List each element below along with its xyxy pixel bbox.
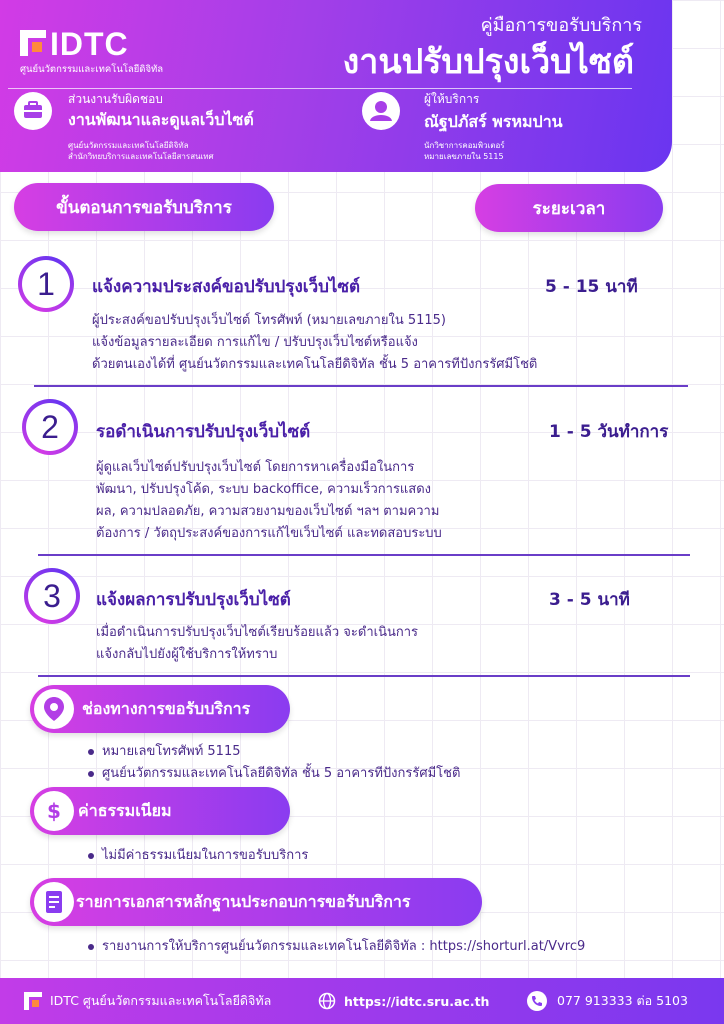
fees-list [86,845,308,867]
idtc-logo-icon [24,992,42,1010]
step-divider [38,675,690,677]
provider-label: ผู้ให้บริการ [424,92,480,106]
provider-details: นักวิชาการคอมพิวเตอร์ หมายเลขภายใน 5115 [424,141,505,161]
step-3-description: เมื่อดำเนินการปรับปรุงเว็บไซต์เรียบร้อยแล้ว จะดำเนินการ แจ้งกลับไปยังผู้ใช้บริการให้ทราบ [96,625,418,662]
fees-title: ค่าธรรมเนียม [78,800,172,820]
fees-heading-pill [30,787,290,835]
step-1-description: ผู้ประสงค์ขอปรับปรุงเว็บไซต์ โทรศัพท์ (หมายเลขภายใน 5115) แจ้งข้อมูลรายละเอียด การแก้ไข / ปรับปรุงเว็บไซต์หรือแจ้ง ด้วยตนเองได้ที่ ศูนย์นวัตกรรมและเทคโนโลยีดิจิทัล ชั้น 5 อาคารทีปังกรรัศมีโชติ [92,313,538,372]
documents-title: รายการเอกสารหลักฐานประกอบการขอรับบริการ [76,891,411,911]
document-icon [34,882,74,922]
footer-org: IDTC ศูนย์นวัตกรรมและเทคโนโลยีดิจิทัล [24,978,271,1024]
footer-website[interactable]: https://idtc.sru.ac.th [318,978,489,1024]
step-3-title: แจ้งผลการปรับปรุงเว็บไซต์ [96,590,291,610]
phone-icon [527,991,547,1011]
briefcase-icon [14,92,52,130]
provider-name: ณัฐปภัสร์ พรหมปาน [424,112,563,131]
logo-subtitle: ศูนย์นวัตกรรมและเทคโนโลยีดิจิทัล [20,64,164,75]
step-2-badge: 2 [22,399,78,455]
steps-heading-pill: ขั้นตอนการขอรับบริการ [14,183,274,231]
list-item: หมายเลขโทรศัพท์ 5115 [86,741,460,763]
user-icon [362,92,400,130]
footer-bar [0,978,724,1024]
dollar-icon: $ [34,791,74,831]
step-1-time: 5 - 15 นาที [545,277,638,297]
channels-list [86,741,460,785]
document-title: งานปรับปรุงเว็บไซต์ [342,42,634,82]
list-item: ศูนย์นวัตกรรมและเทคโนโลยีดิจิทัล ชั้น 5 อาคารทีปังกรรัศมีโชติ [86,763,460,785]
step-2-time: 1 - 5 วันทำการ [549,422,669,442]
step-3-time: 3 - 5 นาที [549,590,630,610]
step-divider [38,554,690,556]
list-item: ไม่มีค่าธรรมเนียมในการขอรับบริการ [86,845,308,867]
location-pin-icon [34,689,74,729]
step-2-title: รอดำเนินการปรับปรุงเว็บไซต์ [96,422,311,442]
responsible-label: ส่วนงานรับผิดชอบ [68,92,163,106]
responsible-org: ศูนย์นวัตกรรมและเทคโนโลยีดิจิทัล สำนักวิทยบริการและเทคโนโลยีสารสนเทศ [68,141,214,161]
list-item[interactable]: รายงานการให้บริการศูนย์นวัตกรรมและเทคโนโลยีดิจิทัล : https://shorturl.at/Vvrc9 [86,936,585,958]
idtc-logo-mark [20,30,46,56]
time-heading-pill: ระยะเวลา [475,184,663,232]
header-banner [0,0,672,172]
logo-text: IDTC [50,26,129,62]
documents-list [86,936,585,958]
globe-icon [318,992,336,1010]
step-3-badge: 3 [24,568,80,624]
document-type: คู่มือการขอรับบริการ [480,15,642,36]
step-1-badge: 1 [18,256,74,312]
documents-heading-pill [30,878,482,926]
channels-title: ช่องทางการขอรับบริการ [82,698,251,718]
step-divider [34,385,688,387]
header-divider [8,88,632,89]
step-2-description: ผู้ดูแลเว็บไซต์ปรับปรุงเว็บไซต์ โดยการหาเครื่องมือในการ พัฒนา, ปรับปรุงโค้ด, ระบบ backoffice, ความเร็วการแสดง ผล, ความปลอดภัย, ความสวยงามของเว็บไซต์ ฯลฯ ตามความ ต้องการ / วัตถุประสงค์ของการแก้ไขเว็บไซต์ และทดสอบระบบ [96,460,442,541]
responsible-name: งานพัฒนาและดูแลเว็บไซต์ [68,110,254,129]
channels-heading-pill [30,685,290,733]
footer-phone[interactable]: 077 913333 ต่อ 5103 [527,978,688,1024]
step-1-title: แจ้งความประสงค์ขอปรับปรุงเว็บไซต์ [92,277,361,297]
